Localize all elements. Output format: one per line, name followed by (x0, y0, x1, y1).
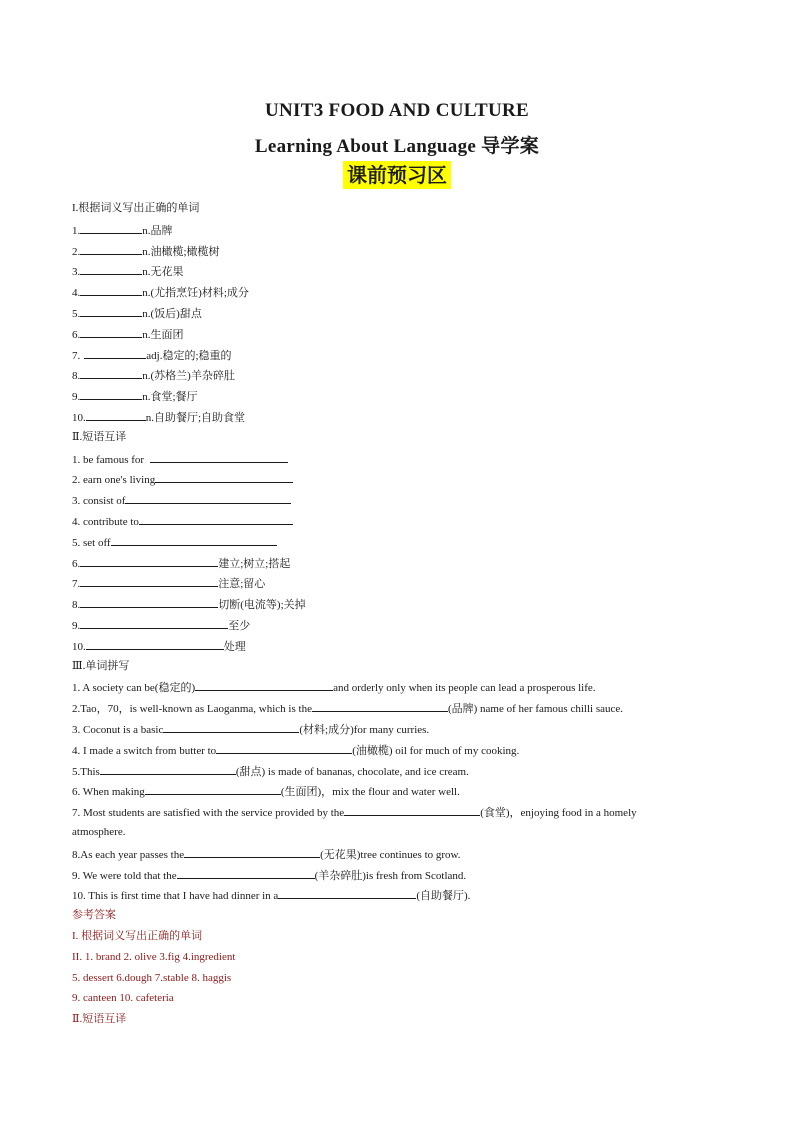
answer-blank[interactable] (163, 721, 299, 733)
item-meaning: n.(饭后)甜点 (142, 308, 202, 320)
phrase-item (72, 575, 265, 591)
part1-heading-text: I.根据词义写出正确的单词 (72, 202, 200, 214)
phrase-item (72, 471, 293, 487)
spelling-item (72, 721, 429, 737)
sentence-end: (羊杂碎肚)is fresh from Scotland. (314, 869, 467, 882)
item-meaning: n.无花果 (142, 266, 184, 279)
part2-heading-text: Ⅱ.短语互译 (72, 430, 127, 443)
phrase-item (72, 555, 290, 571)
sentence-end: (自助餐厅). (416, 890, 471, 903)
sentence-start: 5.This (72, 765, 100, 778)
answer-blank[interactable] (80, 243, 142, 255)
answer-blank[interactable] (84, 347, 146, 359)
spelling-item (72, 867, 466, 883)
sentence-start: 3. Coconut is a basic (72, 724, 164, 736)
phrase-item (72, 638, 246, 654)
answer-line (72, 971, 231, 985)
item-meaning: n.油橄榄;橄榄树 (142, 245, 220, 258)
phrase-meaning: 切断(电流等);关掉 (218, 599, 306, 612)
phrase-meaning: 注意;留心 (218, 578, 266, 591)
answer-blank[interactable] (80, 284, 142, 296)
answer-line (72, 991, 174, 1005)
item-meaning: n.生面团 (142, 328, 184, 341)
sentence-end: (甜点) is made of bananas, chocolate, and ice cream. (235, 765, 469, 778)
answer-text: I. 根据词义写出正确的单词 (72, 930, 203, 942)
spelling-item (72, 742, 519, 758)
item-number: 3. (72, 266, 81, 279)
answer-blank[interactable] (80, 388, 142, 400)
answer-blank[interactable] (145, 783, 281, 795)
item-meaning: n.自助餐厅;自助食堂 (145, 412, 246, 424)
answer-blank[interactable] (80, 326, 142, 338)
item-meaning: n.(尤指烹饪)材料;成分 (142, 287, 249, 300)
item-number: 2. (72, 245, 81, 258)
answer-text: 9. canteen 10. cafeteria (72, 992, 174, 1005)
sentence-start: 7. Most students are satisfied with the service provided by the (72, 807, 345, 820)
spelling-item (72, 804, 637, 820)
phrase-item (72, 492, 291, 508)
answer-blank[interactable] (80, 222, 142, 234)
answer-blank[interactable] (177, 867, 315, 879)
answer-blank[interactable] (155, 471, 293, 483)
part3-heading (72, 659, 129, 673)
answer-blank[interactable] (125, 492, 291, 504)
answer-blank[interactable] (100, 763, 236, 775)
answer-blank[interactable] (216, 742, 352, 754)
phrase-prompt: 7. (72, 578, 81, 591)
sentence-start: 2.Tao，70，is well-known as Laoganma, which is the (72, 703, 312, 716)
answer-blank[interactable] (80, 263, 142, 275)
answer-blank[interactable] (344, 804, 480, 816)
sentence-end: (食堂)，enjoying food in a homely (480, 807, 637, 820)
answer-blank[interactable] (86, 638, 224, 650)
vocab-item (72, 347, 232, 363)
answers-part2-heading-text: Ⅱ.短语互译 (72, 1013, 127, 1026)
sentence-end: (无花果)tree continues to grow. (320, 848, 461, 861)
answer-blank[interactable] (80, 305, 142, 317)
sentence-start: 9. We were told that the (72, 869, 177, 882)
vocab-item (72, 326, 184, 342)
sentence-end: (油橄榄) oil for much of my cooking. (352, 744, 520, 757)
spelling-item (72, 783, 460, 799)
item-meaning: n.(苏格兰)羊杂碎肚 (142, 370, 235, 383)
answer-blank[interactable] (80, 367, 142, 379)
answer-blank[interactable] (195, 679, 333, 691)
sentence-end: (生面团)，mix the flour and water well. (280, 786, 460, 799)
vocab-item (72, 222, 173, 238)
answer-blank[interactable] (80, 575, 218, 587)
item-number: 1. (72, 224, 81, 237)
section-heading-wrap (0, 161, 794, 189)
item-number: 8. (72, 370, 81, 383)
item-number: 4. (72, 287, 81, 300)
answers-heading (72, 908, 116, 922)
sentence-start: 1. A society can be(稳定的) (72, 682, 196, 695)
item-number: 7. (72, 349, 81, 362)
spelling-item (72, 825, 125, 839)
answer-text: II. 1. brand 2. olive 3.fig 4.ingredient (72, 950, 236, 963)
answer-blank[interactable] (111, 534, 277, 546)
item-number: 9. (72, 391, 81, 404)
spelling-item (72, 700, 623, 716)
phrase-prompt: 4. contribute to (72, 516, 139, 528)
answer-blank[interactable] (184, 846, 320, 858)
phrase-meaning: 建立;树立;搭起 (218, 557, 291, 570)
answer-blank[interactable] (80, 555, 218, 567)
item-meaning: n.食堂;餐厅 (142, 391, 198, 404)
item-meaning: n.品牌 (142, 224, 173, 237)
answers-part2-heading (72, 1012, 126, 1026)
phrase-item (72, 617, 250, 633)
phrase-item (72, 513, 293, 529)
phrase-prompt: 8. (72, 599, 81, 612)
part3-heading-text: Ⅲ.单词拼写 (72, 659, 130, 672)
answer-blank[interactable] (278, 887, 416, 899)
item-number: 6. (72, 328, 81, 341)
spelling-item (72, 846, 461, 862)
item-number: 10. (72, 412, 86, 424)
vocab-item (72, 243, 220, 259)
phrase-prompt: 3. consist of (72, 495, 126, 508)
part2-heading (72, 430, 126, 444)
spelling-item (72, 887, 470, 903)
phrase-prompt: 1. be famous for (72, 453, 145, 466)
sentence-end: and orderly only when its people can lead a prosperous life. (333, 682, 596, 695)
phrase-item (72, 451, 288, 467)
part1-heading (72, 201, 199, 215)
answer-blank[interactable] (139, 513, 293, 525)
phrase-item (72, 534, 277, 550)
vocab-item (72, 367, 235, 383)
page-subtitle: Learning About Language 导学案 (254, 136, 540, 157)
answer-blank[interactable] (312, 700, 448, 712)
spelling-item (72, 679, 596, 695)
answer-blank[interactable] (150, 451, 288, 463)
sentence-start: 6. When making (72, 786, 145, 799)
vocab-item (72, 284, 249, 300)
answer-text: 5. dessert 6.dough 7.stable 8. haggis (72, 971, 232, 984)
sentence-start: 8.As each year passes the (72, 848, 185, 861)
answers-heading-text: 参考答案 (72, 909, 116, 922)
sentence-end: (品牌) name of her famous chilli sauce. (447, 703, 623, 716)
vocab-item (72, 305, 202, 321)
vocab-item (72, 263, 184, 279)
spelling-item (72, 763, 469, 779)
answer-line (72, 950, 235, 964)
section-heading: 课前预习区 (343, 161, 451, 189)
vocab-item (72, 409, 245, 425)
item-meaning: adj.稳定的;稳重的 (146, 349, 232, 362)
item-number: 5. (72, 308, 81, 320)
phrase-prompt: 10. (72, 640, 86, 653)
phrase-meaning: 至少 (228, 620, 251, 632)
answer-blank[interactable] (86, 409, 146, 421)
phrase-prompt: 6. (72, 557, 81, 570)
sentence-start: 10. This is first time that I have had dinner in a (72, 890, 279, 903)
phrase-prompt: 2. earn one's living (72, 474, 156, 487)
phrase-prompt: 9. (72, 620, 81, 632)
phrase-item (72, 596, 306, 612)
answer-line (72, 929, 202, 943)
vocab-item (72, 388, 198, 404)
sentence-start: atmosphere. (72, 826, 126, 838)
sentence-start: 4. I made a switch from butter to (72, 744, 217, 757)
page-title: UNIT3 FOOD AND CULTURE (264, 100, 530, 121)
answer-blank[interactable] (80, 596, 218, 608)
answer-blank[interactable] (80, 617, 228, 629)
sentence-end: (材料;成分)for many curries. (299, 724, 430, 736)
phrase-prompt: 5. set off (72, 536, 111, 549)
phrase-meaning: 处理 (223, 640, 246, 653)
